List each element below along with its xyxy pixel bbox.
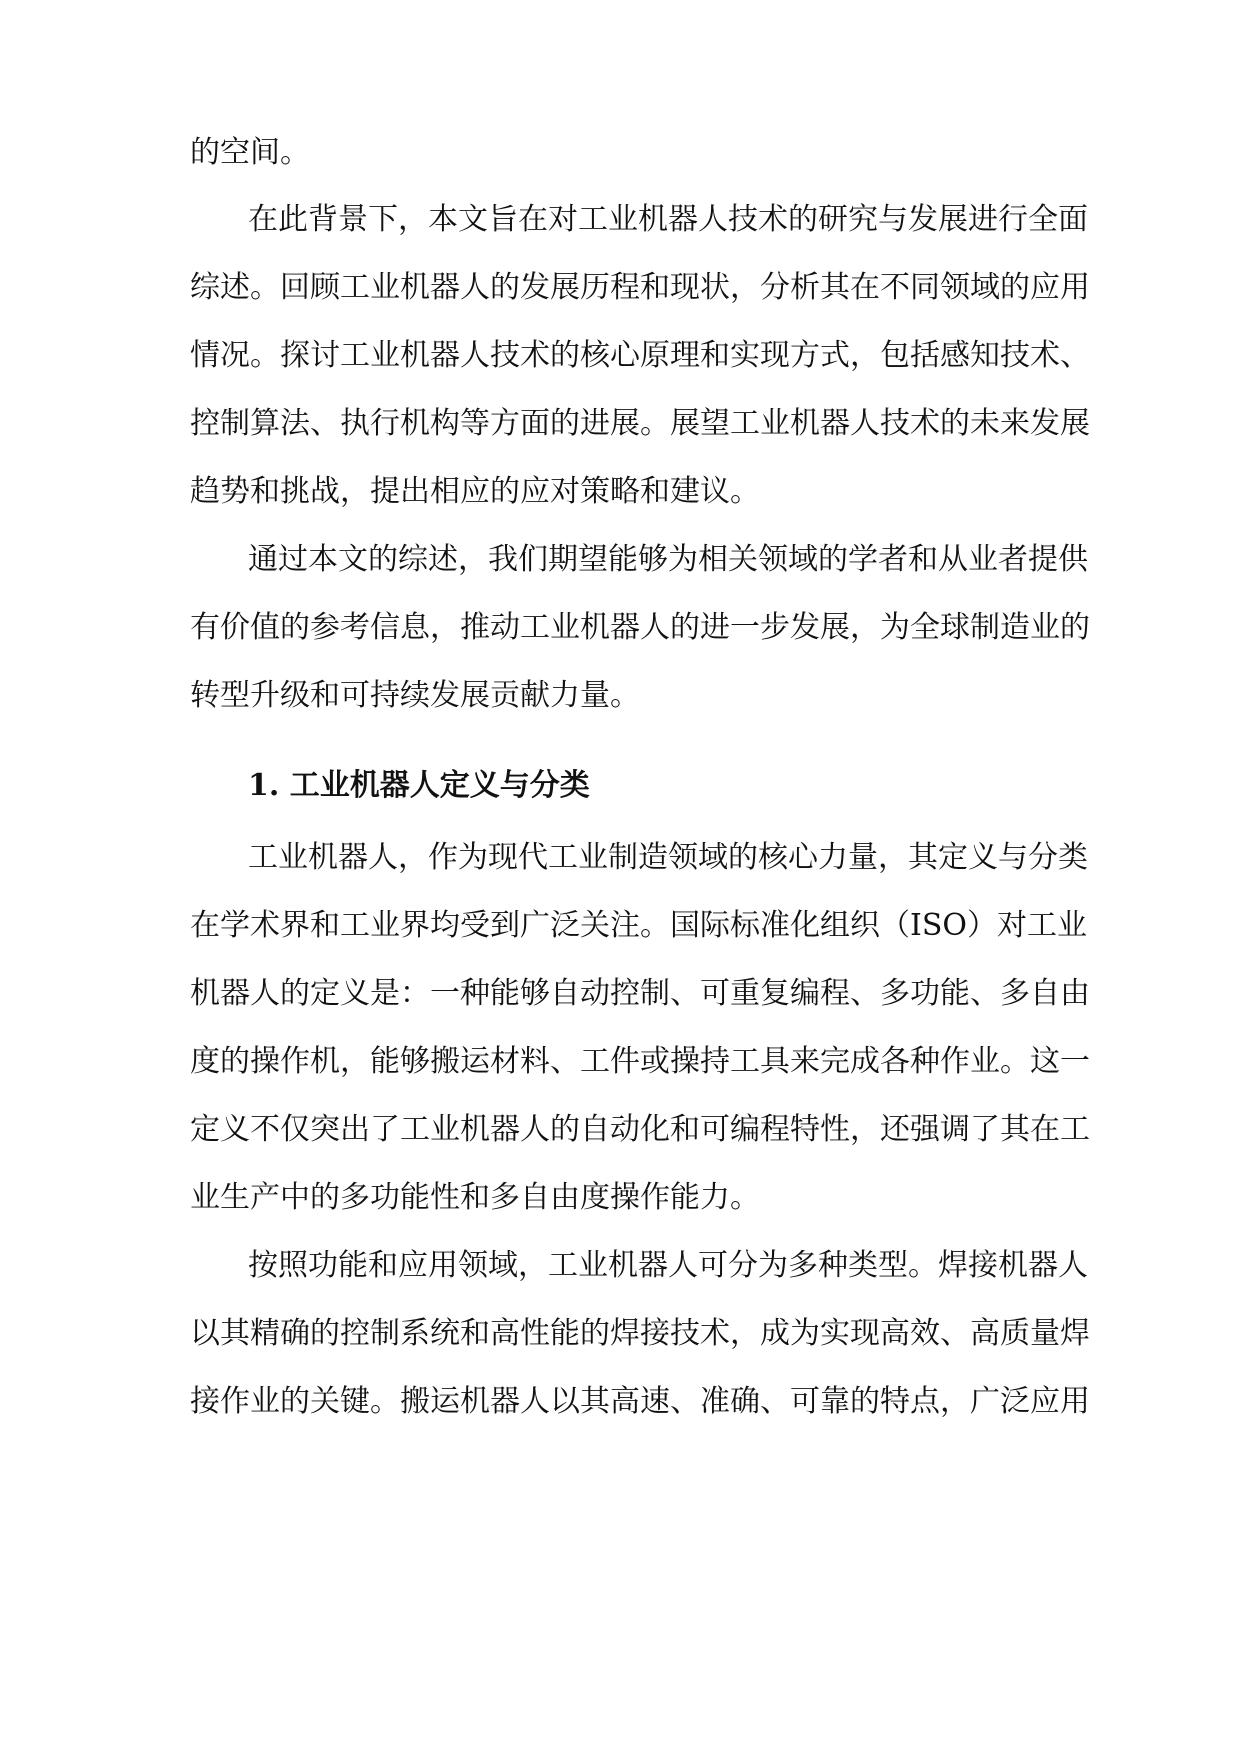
paragraph-line: 情况。探讨工业机器人技术的核心原理和实现方式，包括感知技术、 [190,338,1090,373]
paragraph-line: 的空间。 [190,135,310,170]
paragraph-line: 在此背景下，本文旨在对工业机器人技术的研究与发展进行全面 [248,202,1088,237]
section-heading: 1. 工业机器人定义与分类 [248,768,590,803]
paragraph-line: 通过本文的综述，我们期望能够为相关领域的学者和从业者提供 [248,542,1088,577]
paragraph-line: 机器人的定义是：一种能够自动控制、可重复编程、多功能、多自由 [190,976,1090,1011]
paragraph-line: 以其精确的控制系统和高性能的焊接技术，成为实现高效、高质量焊 [190,1316,1090,1351]
paragraph-line: 转型升级和可持续发展贡献力量。 [190,678,640,713]
paragraph-line: 控制算法、执行机构等方面的进展。展望工业机器人技术的未来发展 [190,406,1090,441]
paragraph-line: 度的操作机，能够搬运材料、工件或操持工具来完成各种作业。这一 [190,1044,1090,1079]
paragraph-line: 趋势和挑战，提出相应的应对策略和建议。 [190,474,760,509]
paragraph-line: 有价值的参考信息，推动工业机器人的进一步发展，为全球制造业的 [190,610,1090,645]
paragraph-line: 综述。回顾工业机器人的发展历程和现状，分析其在不同领域的应用 [190,270,1090,305]
paragraph-line: 定义不仅突出了工业机器人的自动化和可编程特性，还强调了其在工 [190,1112,1090,1147]
paragraph-line: 按照功能和应用领域，工业机器人可分为多种类型。焊接机器人 [248,1248,1088,1283]
paragraph-line: 在学术界和工业界均受到广泛关注。国际标准化组织（ISO）对工业 [190,908,1087,943]
paragraph-line: 业生产中的多功能性和多自由度操作能力。 [190,1180,760,1215]
paragraph-line: 接作业的关键。搬运机器人以其高速、准确、可靠的特点，广泛应用 [190,1384,1090,1419]
paragraph-line: 工业机器人，作为现代工业制造领域的核心力量，其定义与分类 [248,840,1088,875]
